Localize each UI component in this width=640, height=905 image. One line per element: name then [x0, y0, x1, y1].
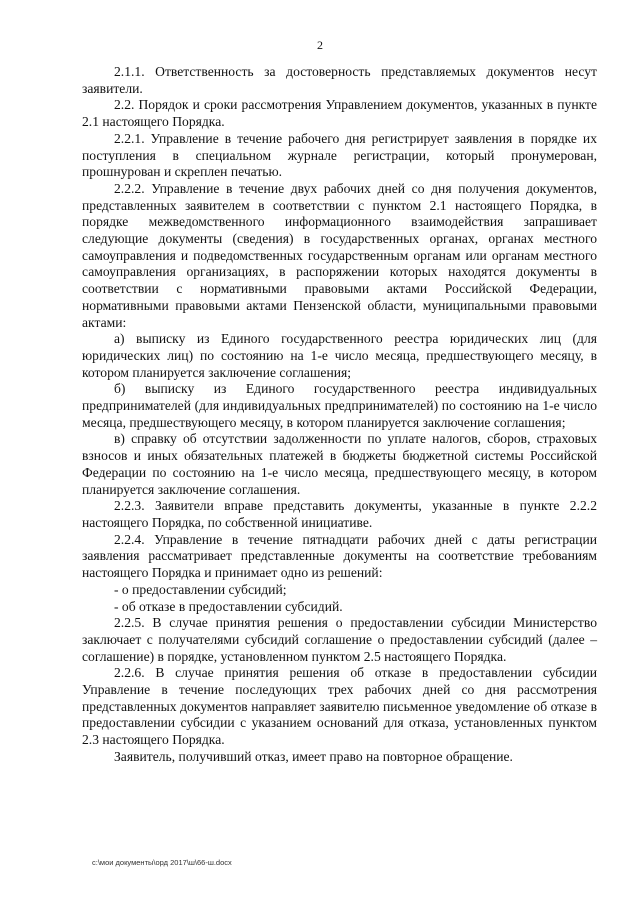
paragraph-2-2: 2.2. Порядок и сроки рассмотрения Управлением документов, указанных в пункте 2.1 настоящего Порядка. [82, 97, 597, 130]
page-number: 2 [317, 38, 323, 52]
paragraph-2-2-1: 2.2.1. Управление в течение рабочего дня регистрирует заявления в порядке их поступления в специальном журнале регистрации, который пронумерован, прошнурован и скреплен печатью. [82, 130, 597, 180]
paragraph-reapply: Заявитель, получивший отказ, имеет право на повторное обращение. [114, 748, 513, 764]
paragraph-2-2-3: 2.2.3. Заявители вправе представить документы, указанные в пункте 2.2.2 настоящего Порядка, по собственной инициативе. [82, 498, 597, 530]
paragraph-2-2-6: 2.2.6. В случае принятия решения об отказе в предоставлении субсидии Управление в течение последующих трех рабочих дней со дня рассмотрения представленных документов направляет заявителю письменное уведомление об отказе в предоставлении субсидии с указанием оснований для отказа, установленных пунктом 2.3 настоящего Порядка. [82, 665, 597, 748]
paragraph-2-1-1: 2.1.1. Ответственность за достоверность представляемых документов несут заявители. [82, 64, 597, 96]
document-body [82, 64, 597, 766]
list-item-v: в) справку об отсутствии задолженности по уплате налогов, сборов, страховых взносов и иных обязательных платежей в бюджеты бюджетной системы Российской Федерации по состоянию на 1-е число месяца, предшествующего месяцу, в котором планируется заключение соглашения. [82, 431, 597, 497]
decision-option-refuse: - об отказе в предоставлении субсидий. [114, 598, 343, 614]
paragraph-2-2-4: 2.2.4. Управление в течение пятнадцати рабочих дней с даты регистрации заявления рассматривает представленные документы на соответствие требованиям настоящего Порядка и принимает одно из решений: [82, 531, 597, 581]
paragraph-2-2-2: 2.2.2. Управление в течение двух рабочих дней со дня получения документов, представленных заявителем в соответствии с пунктом 2.1 настоящего Порядка, в порядке межведомственного информационного взаимодействия запрашивает следующие документы (сведения) в государственных органах, органах местного самоуправления и подведомственных государственным органам или органам местного самоуправления организациях, в распоряжении которых находятся документы в соответствии с нормативными правовыми актами Российской Федерации, нормативными правовыми актами Пензенской области, муниципальными правовыми актами: [82, 180, 597, 330]
paragraph-2-2-5: 2.2.5. В случае принятия решения о предоставлении субсидии Министерство заключает с получателями субсидий соглашение о предоставлении субсидий (далее – соглашение) в порядке, установленном пунктом 2.5 настоящего Порядка. [82, 615, 597, 664]
decision-option-grant: - о предоставлении субсидий; [114, 581, 287, 597]
list-item-a: а) выписку из Единого государственного реестра юридических лиц (для юридических лиц) по состоянию на 1-е число месяца, предшествующего месяцу, в котором планируется заключение соглашения; [82, 331, 597, 380]
footer-file-path: c:\мои документы\орд 2017\ш\66-ш.docx [92, 858, 232, 867]
list-item-b: б) выписку из Единого государственного реестра индивидуальных предпринимателей (для индивидуальных предпринимателей) по состоянию на 1-е число месяца, предшествующего месяцу, в котором планируется заключение соглашения; [82, 381, 597, 430]
